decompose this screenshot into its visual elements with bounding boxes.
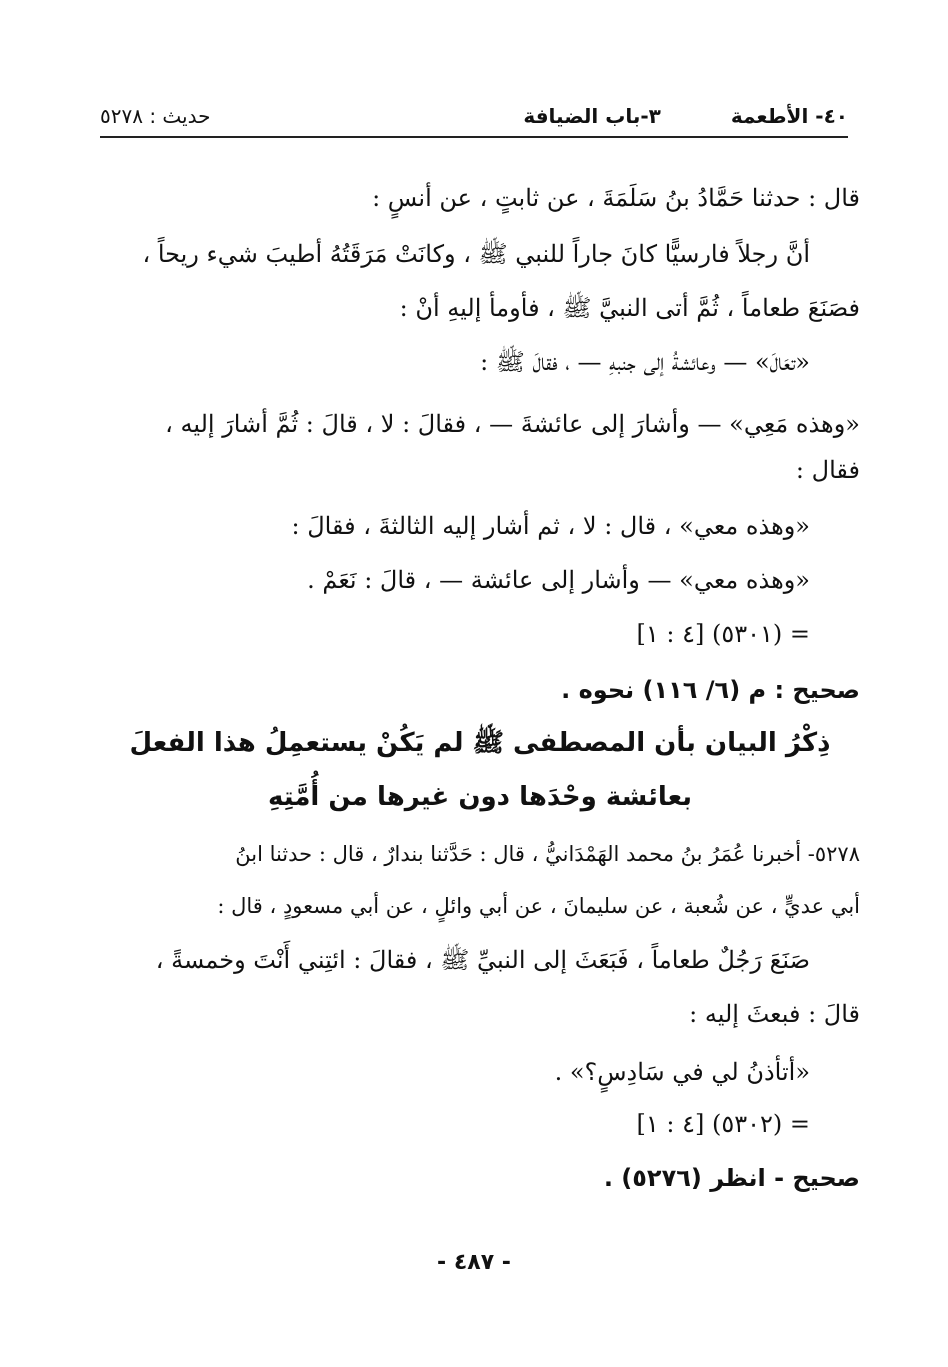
verdict-line: صحيح : م (٦/ ١١٦) نحوه .: [561, 676, 860, 704]
text-line: قالَ : فبعثَ إليه :: [689, 1000, 860, 1028]
text-line: «وهذه معي» ، قال : لا ، ثم أشار إليه الثالثةَ ، فقالَ :: [291, 512, 810, 540]
hadith-reference: حديث : ٥٢٧٨: [100, 104, 211, 128]
text-line: = (٥٣٠١) [٤ : ١]: [636, 620, 810, 648]
text-line: صَنَعَ رَجُلٌ طعاماً ، فَبَعَثَ إلى النبيِّ ﷺ ، فقالَ : ائتِني أَنْتَ وخمسةً ،: [155, 946, 810, 974]
chapter-heading-line-1: ذِكْرُ البيان بأن المصطفى ﷺ لم يَكُنْ يستعمِلُ هذا الفعلَ: [129, 728, 831, 758]
text-line: قال : حدثنا حَمَّادُ بنُ سَلَمَةَ ، عن ثابتٍ ، عن أنسٍ :: [372, 184, 860, 212]
text-line: أنَّ رجلاً فارسيًّا كانَ جاراً للنبي ﷺ ، وكانَتْ مَرَقَتُهُ أطيبَ شيء ريحاً ،: [142, 240, 810, 268]
chapter-title: ٤٠- الأطعمة: [730, 104, 848, 128]
text-line: = (٥٣٠٢) [٤ : ١]: [636, 1110, 810, 1138]
text-line: «وهذه مَعِي» — وأشارَ إلى عائشةَ — ، فقالَ : لا ، قالَ : ثُمَّ أشارَ إليه ،: [165, 410, 860, 438]
text-line: أبي عديٍّ ، عن شُعبة ، عن سليمانَ ، عن أبي وائلٍ ، عن أبي مسعودٍ ، قال :: [217, 894, 860, 918]
page-header: [100, 96, 848, 138]
text-line: «وهذه معي» — وأشار إلى عائشة — ، قالَ : نَعَمْ .: [307, 566, 810, 594]
text-line: فصَنَعَ طعاماً ، ثُمَّ أتى النبيَّ ﷺ ، فأومأ إليهِ أنْ :: [399, 294, 860, 322]
text-line: «تعَالَ» — وعائشةُ إلى جنبهِ — ، فقالَ ﷺ :: [480, 348, 810, 376]
section-title: ٣-باب الضيافة: [523, 104, 661, 128]
chapter-heading-line-2: بعائشة وحْدَها دون غيرها من أُمَّتِهِ: [267, 782, 693, 812]
text-line: ٥٢٧٨- أخبرنا عُمَرُ بنُ محمد الهَمْدَانيُّ ، قال : حَدَّثنا بندارٌ ، قال : حدثنا ابنُ: [235, 842, 860, 866]
page-number: - ٤٨٧ -: [437, 1250, 511, 1275]
text-line: فقال :: [795, 456, 860, 484]
text-line: «أتأذنُ لي في سَادِسٍ؟» .: [554, 1058, 810, 1086]
verdict-line: صحيح - انظر (٥٢٧٦) .: [603, 1164, 860, 1192]
